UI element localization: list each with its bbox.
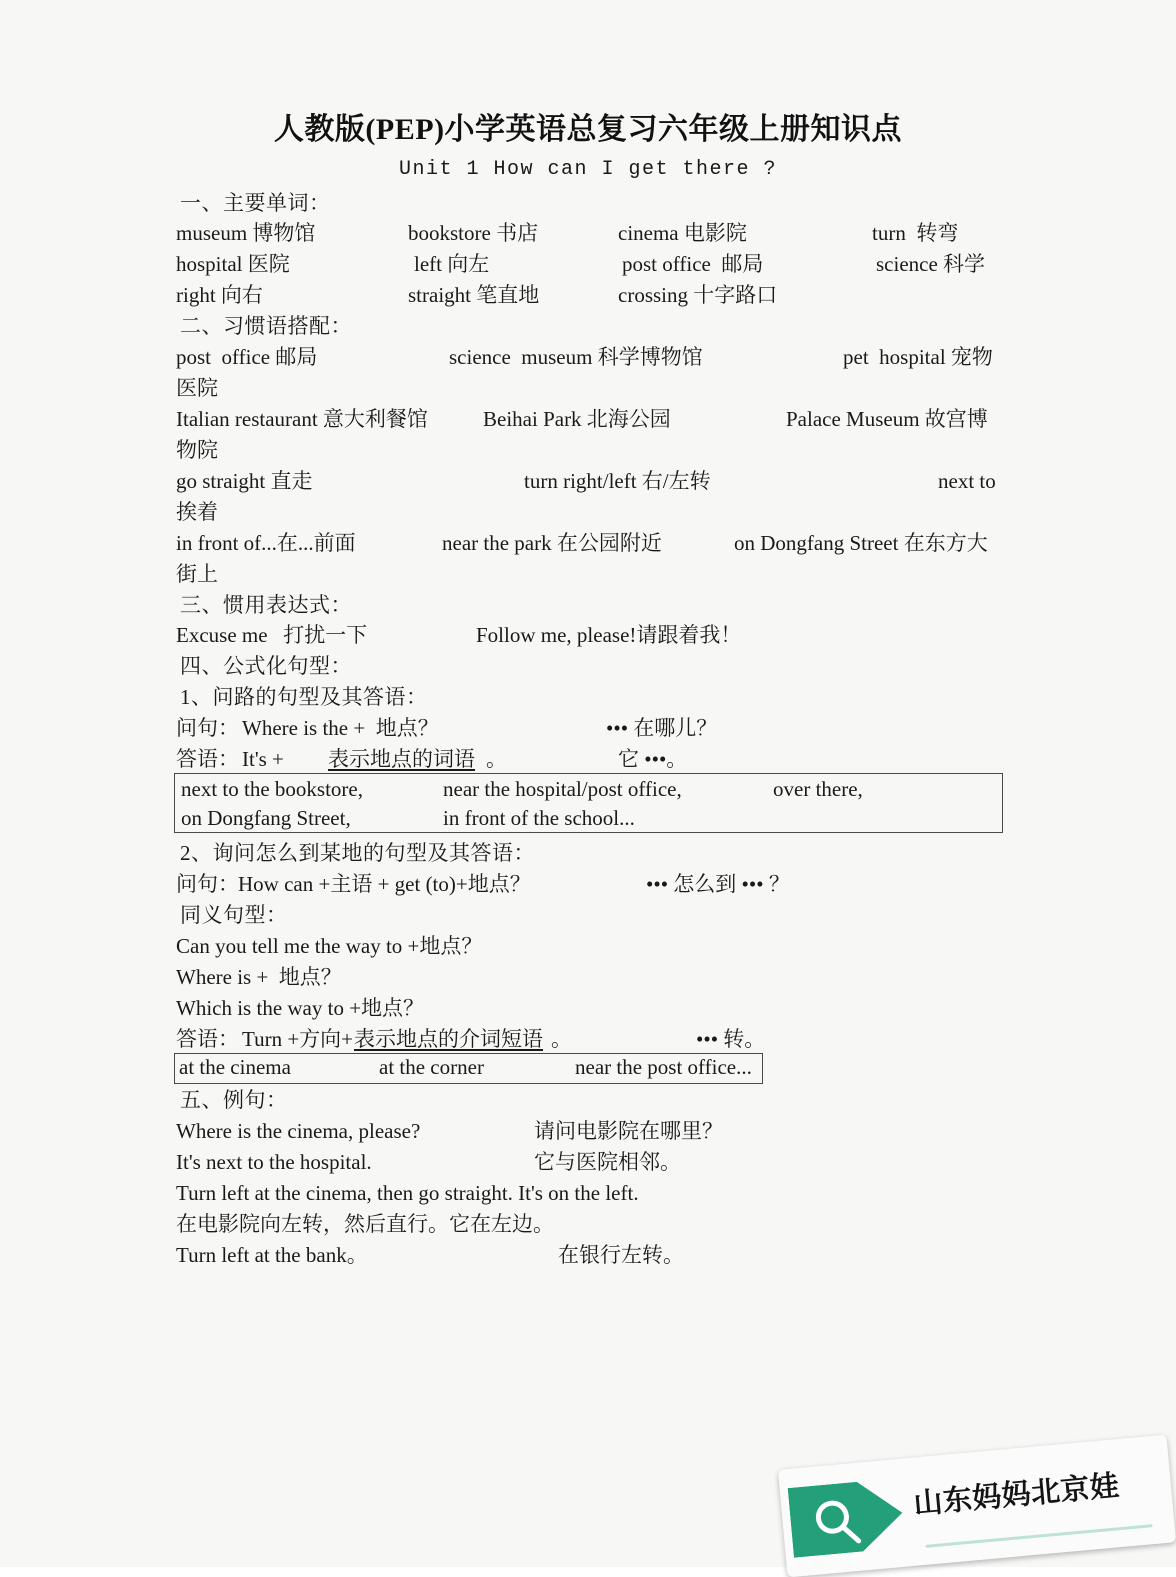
phrase-cell: next to (938, 469, 996, 493)
question-text: How can +主语 + get (to)+地点？ (238, 872, 531, 896)
answer-row (176, 744, 1016, 774)
watermark (778, 1435, 1176, 1577)
vocab-row (176, 249, 1016, 279)
question-label: 问句： (176, 716, 239, 740)
watermark-text: 山东妈妈北京娃 (912, 1470, 1121, 1521)
example-en: Where is the cinema, please? (176, 1119, 421, 1143)
section3-heading: 三、惯用表达式： (180, 593, 352, 617)
phrase-cell: 挨着 (176, 500, 218, 524)
answer-suffix: 。 (486, 747, 507, 771)
phrase-cell: Italian restaurant 意大利餐馆 (176, 407, 428, 431)
vocab-cell: right 向右 (176, 283, 263, 307)
synonym-heading: 同义句型： (180, 903, 288, 927)
vocab-cell: bookstore 书店 (408, 221, 539, 245)
phrase-cell: 物院 (176, 438, 218, 462)
phrase-cell: go straight 直走 (176, 469, 313, 493)
answer-translation: ••• 转。 (696, 1027, 766, 1051)
example-box-cell: at the cinema (179, 1055, 291, 1079)
vocab-cell: cinema 电影院 (618, 221, 747, 245)
example-en: Turn left at the bank。 (176, 1243, 368, 1267)
phrase-cell: Beihai Park 北海公园 (483, 407, 671, 431)
phrase-cell: in front of...在...前面 (176, 531, 356, 555)
page-title: 人教版(PEP)小学英语总复习六年级上册知识点 (273, 113, 903, 146)
unit-subtitle: Unit 1 How can I get there ? (398, 158, 778, 181)
phrase-row-wrap (176, 559, 1016, 589)
phrase-cell: 街上 (176, 562, 218, 586)
example-box-prepositions (174, 1053, 763, 1084)
vocab-cell: left 向左 (414, 252, 490, 276)
example-cn: 在电影院向左转，然后直行。它在左边。 (176, 1212, 554, 1236)
question-text: Where is the + 地点？ (242, 716, 439, 740)
phrase-cell: turn right/left 右/左转 (524, 469, 711, 493)
phrase-cell: on Dongfang Street 在东方大 (734, 531, 988, 555)
vocab-cell: turn 转弯 (872, 221, 959, 245)
phrase-row (176, 528, 1016, 558)
section5-heading: 五、例句： (180, 1088, 288, 1112)
phrase-row-wrap (176, 497, 1016, 527)
vocab-cell: straight 笔直地 (408, 283, 540, 307)
vocab-cell: crossing 十字路口 (618, 283, 778, 307)
example-box-cell: near the hospital/post office, (443, 777, 682, 801)
example-box-cell: over there, (773, 777, 863, 801)
vocab-row (176, 280, 1016, 310)
example-row (176, 1147, 1016, 1177)
example-box-cell: on Dongfang Street, (181, 806, 351, 830)
vocab-cell: science 科学 (876, 252, 986, 276)
answer-prefix: It's + (242, 747, 290, 771)
section4-item1-heading: 1、问路的句型及其答语： (180, 685, 428, 709)
answer-underlined-phrase: 表示地点的介词短语 (354, 1027, 543, 1051)
synonym-line: Where is + 地点？ (176, 965, 342, 989)
section4-item2-heading: 2、询问怎么到某地的句型及其答语： (180, 841, 535, 865)
question-row (176, 713, 1016, 743)
section2-heading: 二、习惯语搭配： (180, 314, 352, 338)
example-box-cell: near the post office... (575, 1055, 752, 1079)
question-translation: ••• 在哪儿？ (606, 716, 718, 740)
answer-suffix: 。 (551, 1027, 572, 1051)
example-box-cell: in front of the school... (443, 806, 635, 830)
answer-prefix: Turn +方向+ (242, 1027, 354, 1051)
example-en: Turn left at the cinema, then go straight. It's on the left. (176, 1181, 639, 1205)
example-box-cell: next to the bookstore, (181, 777, 363, 801)
answer-label: 答语： (176, 1027, 239, 1051)
phrase-cell: 医院 (176, 376, 218, 400)
question-label: 问句： (176, 872, 239, 896)
example-cn: 它与医院相邻。 (534, 1150, 681, 1174)
expression-en: Excuse me 打扰一下 (176, 623, 368, 647)
phrase-row-wrap (176, 435, 1016, 465)
phrase-cell: near the park 在公园附近 (442, 531, 662, 555)
example-row (176, 1240, 1016, 1270)
answer-underlined-phrase: 表示地点的词语 (328, 747, 475, 771)
synonym-line: Can you tell me the way to +地点？ (176, 934, 483, 958)
example-cn: 在银行左转。 (558, 1243, 684, 1267)
vocab-cell: hospital 医院 (176, 252, 290, 276)
phrase-cell: Palace Museum 故宫博 (786, 407, 988, 431)
phrase-row (176, 404, 1016, 434)
section4-heading: 四、公式化句型： (180, 654, 352, 678)
vocab-cell: post office 邮局 (622, 252, 764, 276)
question-translation: ••• 怎么到 ••• ？ (646, 872, 790, 896)
phrase-cell: post office 邮局 (176, 345, 318, 369)
expression-row (176, 620, 1016, 650)
example-cn: 请问电影院在哪里？ (534, 1119, 723, 1143)
example-box-locations (174, 773, 1003, 833)
vocab-row (176, 218, 1016, 248)
phrase-cell: pet hospital 宠物 (843, 345, 993, 369)
phrase-row-wrap (176, 373, 1016, 403)
phrase-row (176, 342, 1016, 372)
answer-translation: 它 •••。 (618, 747, 688, 771)
vocab-cell: museum 博物馆 (176, 221, 316, 245)
phrase-cell: science museum 科学博物馆 (449, 345, 703, 369)
section1-heading: 一、主要单词： (180, 191, 331, 215)
example-row (176, 1116, 1016, 1146)
synonym-line: Which is the way to +地点？ (176, 996, 425, 1020)
answer-label: 答语： (176, 747, 239, 771)
phrase-row (176, 466, 1016, 496)
example-en: It's next to the hospital. (176, 1150, 372, 1174)
example-box-cell: at the corner (379, 1055, 484, 1079)
expression-cn: Follow me, please!请跟着我！ (476, 623, 742, 647)
question-row (176, 869, 1016, 899)
answer-row (176, 1024, 1016, 1054)
